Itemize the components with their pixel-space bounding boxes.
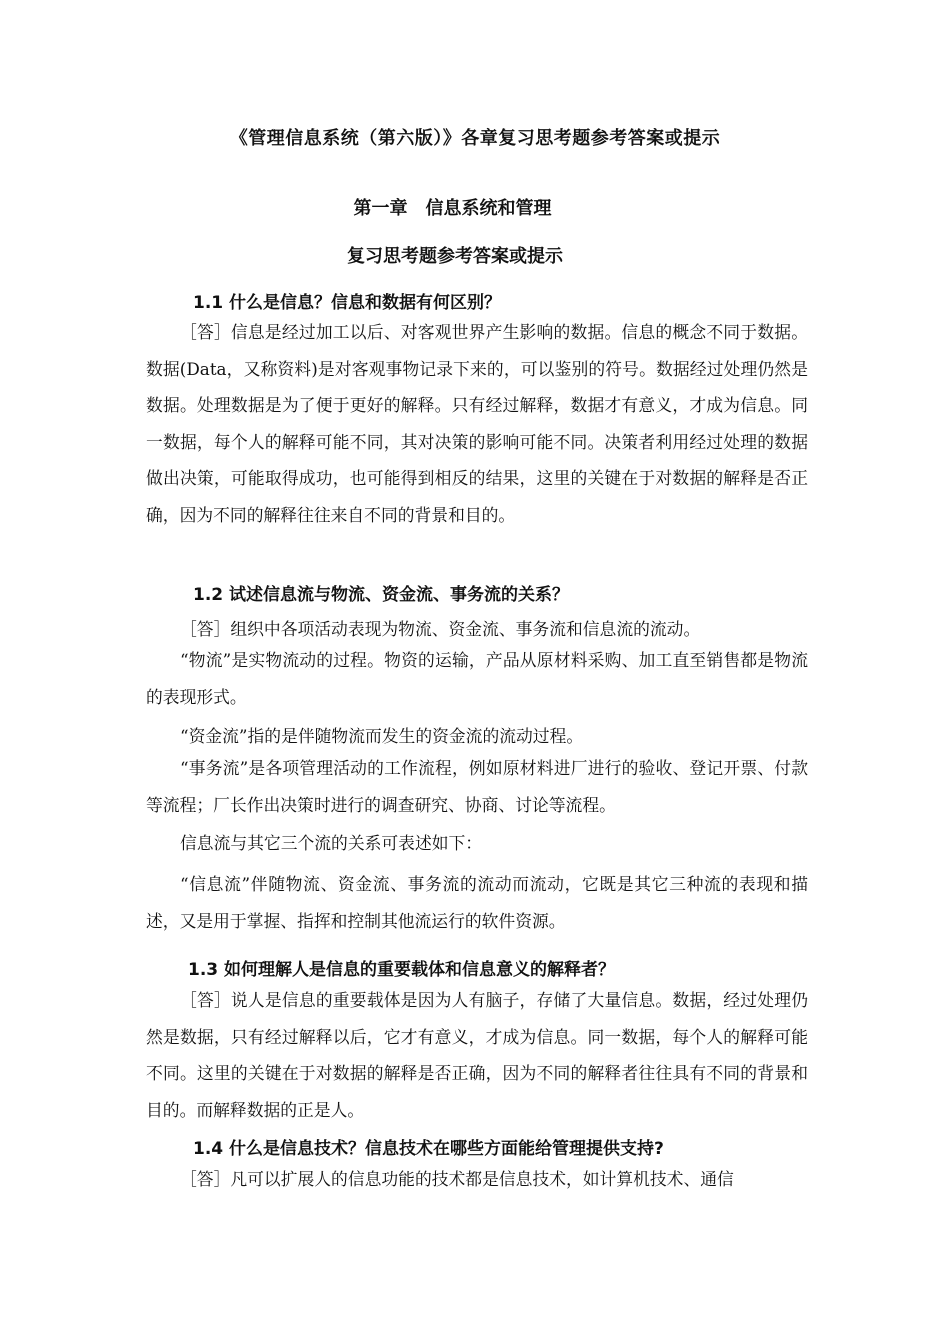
chapter-name: 信息系统和管理 <box>425 198 552 219</box>
question-1-3: 1.3 如何理解人是信息的重要载体和信息意义的解释者？ <box>188 960 616 980</box>
section-subtitle: 复习思考题参考答案或提示 <box>347 246 563 267</box>
answer-1-2-line-3: “资金流”指的是伴随物流而发生的资金流的流动过程。 <box>180 726 584 746</box>
answer-1-2-line-1: ［答］组织中各项活动表现为物流、资金流、事务流和信息流的流动。 <box>180 619 701 639</box>
answer-1-2-line-4: “事务流”是各项管理活动的工作流程，例如原材料进厂进行的验收、登记开票、付款等流程；厂长作出决策时进行的调查研究、协商、讨论等流程。 <box>146 758 808 815</box>
question-1-2: 1.2 试述信息流与物流、资金流、事务流的关系？ <box>193 585 570 605</box>
chapter-heading <box>0 194 905 220</box>
question-1-1: 1.1 什么是信息？信息和数据有何区别？ <box>193 293 502 313</box>
document-title: 《管理信息系统（第六版）》各章复习思考题参考答案或提示 <box>229 128 721 149</box>
answer-1-2-line-2: “物流”是实物流动的过程。物资的运输，产品从原材料采购、加工直至销售都是物流的表现形式。 <box>146 650 808 707</box>
answer-1-2-line-6: “信息流”伴随物流、资金流、事务流的流动而流动，它既是其它三种流的表现和描述，又是用于掌握、指挥和控制其他流运行的软件资源。 <box>146 874 808 931</box>
answer-1-2-line-5: 信息流与其它三个流的关系可表述如下： <box>180 833 483 853</box>
answer-1-3: ［答］说人是信息的重要载体是因为人有脑子，存储了大量信息。数据，经过处理仍然是数据，只有经过解释以后，它才有意义，才成为信息。同一数据，每个人的解释可能不同。这里的关键在于对数据的解释是否正确，因为不同的解释者往往具有不同的背景和目的。而解释数据的正是人。 <box>146 990 808 1120</box>
question-1-4: 1.4 什么是信息技术？信息技术在哪些方面能给管理提供支持? <box>193 1139 664 1159</box>
answer-1-1: ［答］信息是经过加工以后、对客观世界产生影响的数据。信息的概念不同于数据。数据(Data，又称资料)是对客观事物记录下来的，可以鉴别的符号。数据经过处理仍然是数据。处理数据是为了便于更好的解释。只有经过解释，数据才有意义，才成为信息。同一数据，每个人的解释可能不同，其对决策的影响可能不同。决策者利用经过处理的数据做出决策，可能取得成功，也可能得到相反的结果，这里的关键在于对数据的解释是否正确，因为不同的解释往往来自不同的背景和目的。 <box>146 322 808 525</box>
answer-1-4: ［答］凡可以扩展人的信息功能的技术都是信息技术，如计算机技术、通信 <box>180 1169 734 1189</box>
chapter-number: 第一章 <box>353 198 408 219</box>
